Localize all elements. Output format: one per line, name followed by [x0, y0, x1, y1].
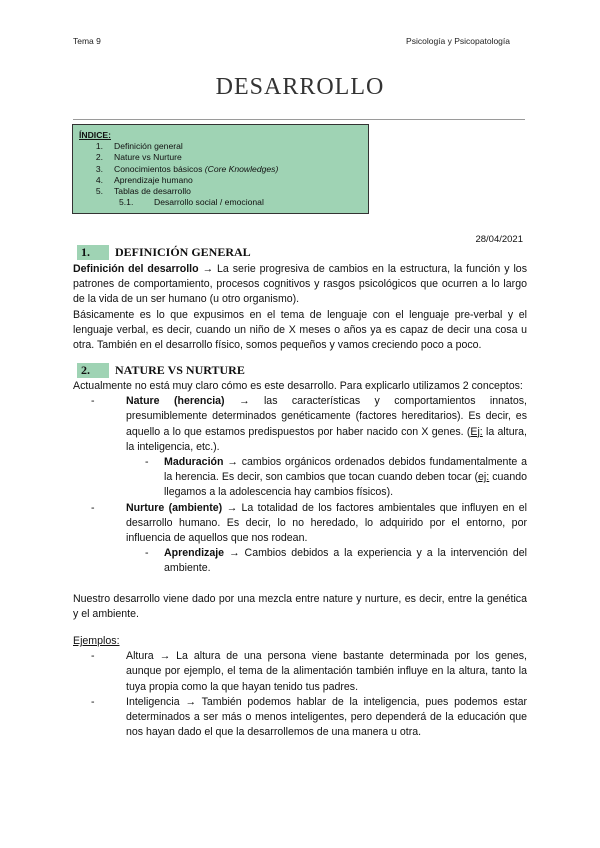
index-item-label-italic: (Core Knowledges)	[204, 163, 279, 174]
index-item	[79, 141, 362, 152]
example-text: Inteligencia → También podemos hablar de la inteligencia, pues podemos estar determinados a ser más o menos inteligentes, pero dependerá de la educación que nos hayan dado el que la desarrollemos de una manera u otra.	[126, 695, 527, 739]
bullet-dash: -	[145, 456, 149, 469]
list-subitem-maduracion	[145, 455, 527, 501]
list-item-nature	[91, 394, 527, 500]
index-item-label	[114, 164, 278, 175]
index-subitem-number: 5.1.	[119, 197, 134, 208]
section-2-body	[73, 379, 527, 740]
index-subitem	[79, 197, 362, 208]
index-item-number: 3.	[95, 163, 103, 174]
index-item	[79, 164, 362, 175]
index-box	[72, 124, 369, 214]
example-text: Altura → La altura de una persona viene bastante determinada por los genes, aunque por ejemplo, el tema de la alimentación también influye en la altura, tanto la tuya propia como la que hayan tenido tus padres.	[126, 650, 527, 693]
maduracion-example-text: cuando llegamos a la adolescencia hay cambios físicos).	[164, 471, 527, 499]
section-number: 1.	[77, 245, 109, 260]
nature-term: Nature (herencia)	[126, 395, 225, 408]
index-subitem-label: Desarrollo social / emocional	[154, 197, 264, 208]
index-item-label-text: Conocimientos básicos	[114, 163, 205, 174]
header-right: Psicología y Psicopatología	[406, 36, 510, 46]
bullet-dash: -	[91, 501, 95, 514]
bullet-dash: -	[91, 695, 95, 708]
section-title: DEFINICIÓN GENERAL	[115, 245, 251, 259]
page-title: DESARROLLO	[215, 74, 385, 100]
index-item	[79, 152, 362, 163]
bullet-dash: -	[145, 547, 149, 560]
nurture-term: Nurture (ambiente)	[126, 501, 223, 514]
definition-term: Definición del desarrollo	[73, 263, 199, 275]
section-heading-1	[77, 245, 251, 260]
section-1-body	[73, 262, 527, 353]
nurture-text: → La totalidad de los factores ambientales que influyen en el desarrollo humano. Es decir, lo no heredado, lo adquirido por el entorno, por influencia de aquellos que nos rodean.	[126, 501, 528, 545]
definition-text: → La serie progresiva de cambios en la estructura, la función y los patrones de comportamiento, procesos cognitivos y rasgos psicológicos que ocurren a lo largo de la vida de un ser humano (u otro organismo).	[73, 263, 527, 306]
example-item	[91, 649, 527, 695]
list-item-nurture	[91, 501, 527, 577]
title-divider	[73, 119, 525, 120]
index-item	[79, 175, 362, 186]
section-title: NATURE VS NURTURE	[115, 363, 245, 377]
index-item-label: Nature vs Nurture	[114, 152, 182, 163]
index-title: ÍNDICE:	[79, 130, 111, 140]
index-item-number: 4.	[95, 174, 103, 185]
aprendizaje-term: Aprendizaje	[164, 547, 225, 560]
nature-text: → las características y comportamientos innatos, presumiblemente determinados genéticamente (factores hereditarios). Es decir, es aquello a lo que estamos predispuestos por haber nacido con X genes. (	[126, 395, 527, 438]
intro-paragraph: Actualmente no está muy claro cómo es este desarrollo. Para explicarlo utilizamos 2 conceptos:	[73, 380, 523, 392]
list-subitem-aprendizaje	[145, 546, 527, 576]
aprendizaje-text: → Cambios debidos a la experiencia y a la intervención del ambiente.	[164, 547, 527, 575]
maduracion-text: → cambios orgánicos ordenados debidos fundamentalmente a la herencia. Es decir, son cambios que tocan cuando deben tocar (	[164, 456, 527, 484]
index-item-number: 5.	[95, 186, 103, 197]
index-item-label: Aprendizaje humano	[114, 174, 193, 185]
bullet-dash: -	[91, 650, 95, 663]
header-left: Tema 9	[73, 36, 101, 46]
section-heading-2	[77, 363, 245, 378]
examples-title: Ejemplos:	[73, 635, 120, 648]
bullet-dash: -	[91, 395, 95, 408]
index-item-label: Tablas de desarrollo	[114, 186, 191, 197]
example-item	[91, 695, 527, 741]
index-item-number: 1.	[95, 141, 103, 152]
nature-example-text: la altura, la inteligencia, etc.).	[126, 425, 527, 453]
definition-paragraph	[73, 262, 527, 308]
section-number: 2.	[77, 363, 109, 378]
maduracion-example-label: ej:	[478, 471, 490, 484]
date: 28/04/2021	[475, 234, 523, 245]
nature-example-label: Ej:	[470, 425, 483, 438]
index-item	[79, 186, 362, 197]
conclusion-paragraph: Nuestro desarrollo viene dado por una mezcla entre nature y nurture, es decir, entre la genética y el ambiente.	[73, 592, 527, 620]
index-item-label: Definición general	[114, 141, 183, 152]
maduracion-term: Maduración	[164, 456, 224, 469]
index-item-number: 2.	[95, 152, 103, 163]
body-paragraph: Básicamente es lo que expusimos en el tema de lenguaje con el lenguaje pre-verbal y el lenguaje verbal, es decir, cuando un niño de X meses o años ya es capaz de decir una cosa u otra. También en el desarrollo físico, somos pequeños y vamos creciendo poco a poco.	[73, 308, 527, 352]
